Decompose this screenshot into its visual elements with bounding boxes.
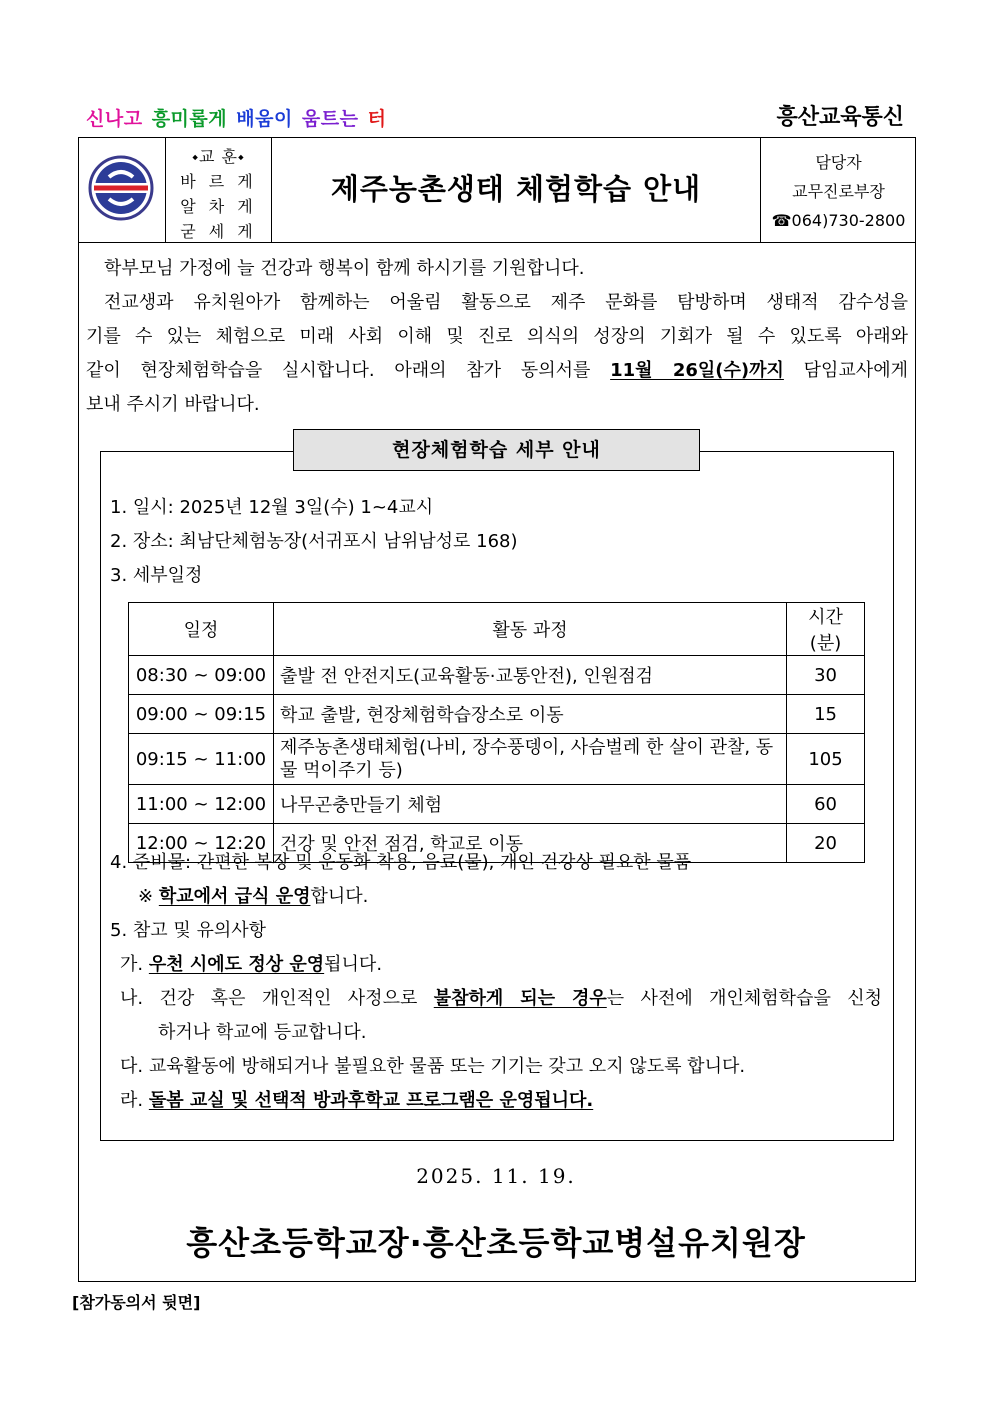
school-emblem-icon [88, 155, 154, 221]
note-ra [120, 1084, 593, 1118]
slogan-word-2: 흥미롭게 [151, 108, 228, 130]
table-row [129, 695, 865, 734]
row-time: 12:00 ~ 12:20 [129, 824, 274, 863]
schedule-table [128, 602, 865, 863]
intro-line-1: 전교생과 유치원아가 함께하는 어울림 활동으로 제주 문화를 탐방하며 생태적 감수성을 [104, 292, 908, 313]
row-minutes: 30 [787, 656, 865, 695]
row-time: 09:15 ~ 11:00 [129, 734, 274, 785]
note-na-emphasis: 불참하게 되는 경우 [433, 988, 607, 1009]
motto-heading: ⬩교 훈⬩ [192, 147, 245, 166]
greeting-text: 학부모님 가정에 늘 건강과 행복이 함께 하시기를 기원합니다. [104, 258, 585, 279]
note-na-suffix: 는 사전에 개인체험학습을 신청 [606, 988, 882, 1009]
slogan-word-1: 신나고 [86, 108, 143, 130]
issue-date: 2025. 11. 19. [416, 1164, 576, 1188]
row-activity: 학교 출발, 현장체험학습장소로 이동 [273, 695, 786, 734]
row-minutes: 60 [787, 785, 865, 824]
row-time: 09:00 ~ 09:15 [129, 695, 274, 734]
motto-line-2: 알 차 게 [180, 197, 257, 216]
row-activity: 나무곤충만들기 체험 [273, 785, 786, 824]
table-row [129, 656, 865, 695]
lunch-note-emphasis: 학교에서 급식 운영 [158, 886, 311, 907]
table-row [129, 785, 865, 824]
row-activity: 제주농촌생태체험(나비, 장수풍뎅이, 사슴벌레 한 살이 관찰, 동물 먹이주기 등) [273, 734, 786, 785]
header-minutes: 시간(분) [787, 603, 865, 656]
note-ra-emphasis: 돌봄 교실 및 선택적 방과후학교 프로그램은 운영됩니다. [148, 1090, 594, 1111]
intro-line-2: 기를 수 있는 체험으로 미래 사회 이해 및 진로 의식의 성장의 기회가 될 수 있도록 아래와 [86, 326, 908, 347]
contact-role: 담당자 [815, 153, 862, 172]
intro-line-3 [86, 354, 908, 388]
row-minutes: 15 [787, 695, 865, 734]
note-ga-emphasis: 우천 시에도 정상 운영 [148, 954, 325, 975]
contact-phone: ☎064)730-2800 [771, 211, 906, 230]
note-ra-prefix: 라. [120, 1090, 144, 1111]
detail-schedule-heading: 3. 세부일정 [110, 565, 203, 586]
signer: 흥산초등학교장·흥산초등학교병설유치원장 [186, 1224, 806, 1262]
header-activity: 활동 과정 [273, 603, 786, 656]
row-time: 11:00 ~ 12:00 [129, 785, 274, 824]
contact-dept: 교무진로부장 [792, 182, 885, 201]
back-page-note: [참가동의서 뒷면] [72, 1293, 201, 1312]
motto-line-3: 굳 세 게 [180, 222, 257, 241]
note-ga-prefix: 가. [120, 954, 144, 975]
deadline: 11월 26일(수)까지 [610, 360, 784, 381]
document-title: 제주농촌생태 체험학습 안내 [330, 172, 702, 206]
row-minutes: 105 [787, 734, 865, 785]
row-minutes: 20 [787, 824, 865, 863]
note-ga [120, 948, 382, 982]
note-na-line-1 [120, 982, 882, 1016]
greeting [86, 252, 908, 286]
detail-lunch-note [138, 880, 368, 914]
intro-line-4: 보내 주시기 바랍니다. [86, 394, 260, 415]
note-na-prefix: 나. 건강 혹은 개인적인 사정으로 [120, 988, 418, 1009]
row-activity: 건강 및 안전 점검, 학교로 이동 [273, 824, 786, 863]
lunch-note-suffix: 합니다. [310, 886, 369, 907]
slogan-word-3: 배움이 [236, 108, 293, 130]
slogan-word-4: 움트는 [301, 108, 359, 130]
slogan-word-5: 터 [367, 108, 387, 130]
note-na-line-2: 하거나 학교에 등교합니다. [158, 1022, 367, 1043]
contact-info [761, 148, 916, 235]
motto-line-1: 바 르 게 [180, 172, 257, 191]
detail-notes-heading: 5. 참고 및 유의사항 [110, 920, 267, 941]
intro-line-3-a: 같이 현장체험학습을 실시합니다. 아래의 참가 동의서를 [86, 360, 591, 381]
header-time: 일정 [129, 603, 274, 656]
school-slogan [86, 104, 388, 131]
row-time: 08:30 ~ 09:00 [129, 656, 274, 695]
details-box-title: 현장체험학습 세부 안내 [293, 429, 700, 471]
note-na [120, 982, 882, 1050]
publication-name: 흥산교육통신 [776, 105, 904, 130]
note-mark: ※ [138, 886, 154, 907]
detail-place: 2. 장소: 최남단체험농장(서귀포시 남위남성로 168) [110, 531, 518, 552]
detail-date: 1. 일시: 2025년 12월 3일(수) 1~4교시 [110, 497, 434, 518]
table-row [129, 734, 865, 785]
intro-line-3-b: 담임교사에게 [803, 360, 908, 381]
note-da: 다. 교육활동에 방해되거나 불필요한 물품 또는 기기는 갖고 오지 않도록 합니다. [120, 1056, 746, 1077]
schedule-header-row [129, 603, 865, 656]
detail-supplies: 4. 준비물: 간편한 복장 및 운동화 착용, 음료(물), 개인 건강상 필요한 물품 [110, 852, 692, 873]
intro-paragraph [86, 286, 908, 422]
note-ga-suffix: 됩니다. [324, 954, 383, 975]
school-motto [166, 144, 271, 244]
row-activity: 출발 전 안전지도(교육활동·교통안전), 인원점검 [273, 656, 786, 695]
